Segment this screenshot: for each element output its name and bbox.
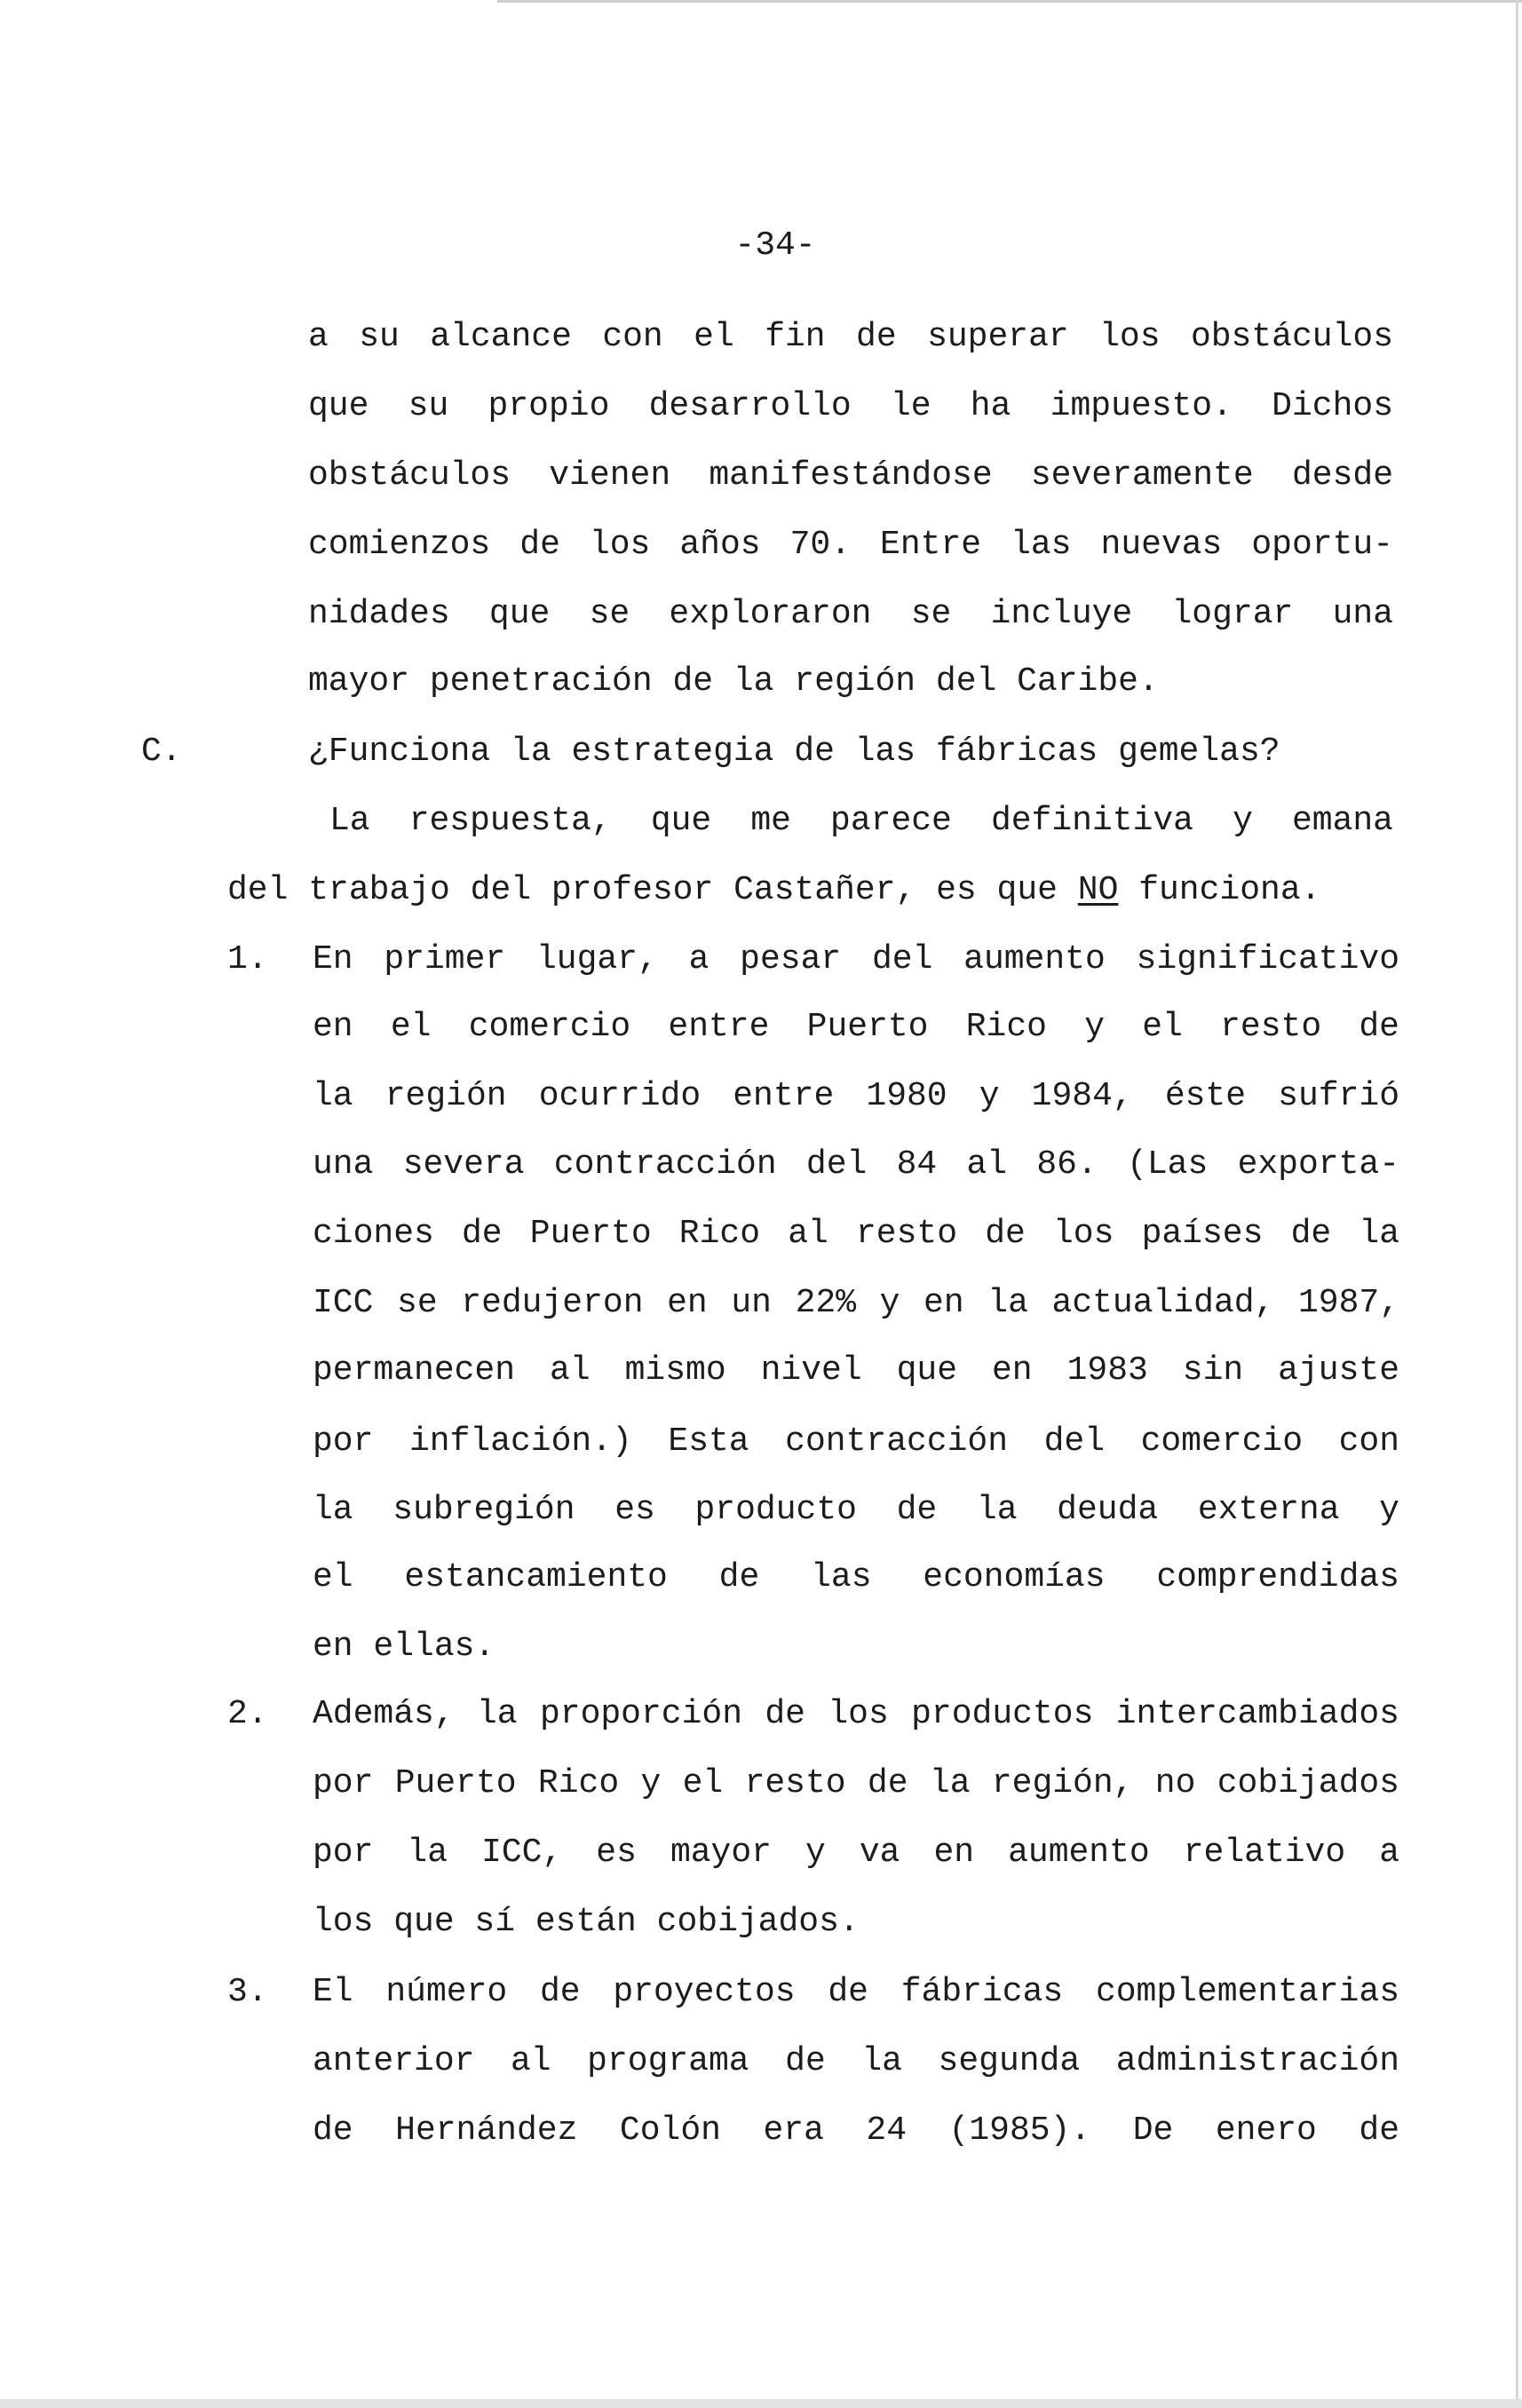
list-item-number: 2. xyxy=(227,1695,268,1733)
list-item-line: ICC se redujeron en un 22% y en la actualidad, 1987, xyxy=(313,1284,1399,1322)
intro-line: a su alcance con el fin de superar los obstáculos xyxy=(308,318,1393,356)
intro-line: nidades que se exploraron se incluye lograr una xyxy=(308,595,1393,633)
section-c-heading: ¿Funciona la estrategia de las fábricas gemelas? xyxy=(308,733,1280,771)
list-item-line: de Hernández Colón era 24 (1985). De enero de xyxy=(313,2111,1399,2150)
list-item-line: en ellas. xyxy=(313,1628,495,1666)
list-item-line: en el comercio entre Puerto Rico y el resto de xyxy=(313,1008,1399,1046)
list-item-line: una severa contracción del 84 al 86. (Las exporta- xyxy=(313,1145,1399,1184)
list-item-line: permanecen al mismo nivel que en 1983 sin ajuste xyxy=(313,1351,1399,1390)
section-c-paragraph-line: La respuesta, que me parece definitiva y emana xyxy=(329,802,1393,840)
list-item-line: El número de proyectos de fábricas complementarias xyxy=(313,1973,1399,2011)
page-number: -34- xyxy=(734,226,816,265)
list-item-line: anterior al programa de la segunda administración xyxy=(313,2042,1399,2080)
underlined-emphasis: NO xyxy=(1077,871,1119,909)
list-item-line: por inflación.) Esta contracción del comercio con xyxy=(313,1422,1399,1461)
intro-line: que su propio desarrollo le ha impuesto. Dichos xyxy=(308,387,1393,425)
section-c-paragraph-line xyxy=(227,871,1320,910)
intro-line: mayor penetración de la región del Caribe. xyxy=(308,662,1159,701)
intro-line: comienzos de los años 70. Entre las nuevas oportu- xyxy=(308,526,1393,564)
list-item-line: el estancamiento de las economías comprendidas xyxy=(313,1558,1399,1596)
scan-edge-right xyxy=(1516,0,1518,2408)
list-item-line: ciones de Puerto Rico al resto de los países de la xyxy=(313,1215,1399,1253)
list-item-line: por Puerto Rico y el resto de la región, no cobijados xyxy=(313,1764,1399,1802)
list-item-line: los que sí están cobijados. xyxy=(313,1903,860,1941)
paragraph-text: del trabajo del profesor Castañer, es que xyxy=(227,871,1058,909)
list-item-number: 3. xyxy=(227,1973,268,2011)
list-item-line: Además, la proporción de los productos intercambiados xyxy=(313,1695,1399,1733)
list-item-line: la subregión es producto de la deuda externa y xyxy=(313,1491,1399,1529)
list-item-line: por la ICC, es mayor y va en aumento relativo a xyxy=(313,1834,1399,1872)
list-item-line: En primer lugar, a pesar del aumento significativo xyxy=(313,940,1399,978)
list-item-line: la región ocurrido entre 1980 y 1984, éste sufrió xyxy=(313,1077,1399,1115)
section-c-letter: C. xyxy=(141,733,182,771)
list-item-number: 1. xyxy=(227,940,268,978)
paragraph-text: funciona. xyxy=(1138,871,1321,909)
intro-line: obstáculos vienen manifestándose severamente desde xyxy=(308,456,1393,495)
scan-edge-top xyxy=(497,0,1522,3)
scan-edge-bottom xyxy=(0,2399,1522,2408)
